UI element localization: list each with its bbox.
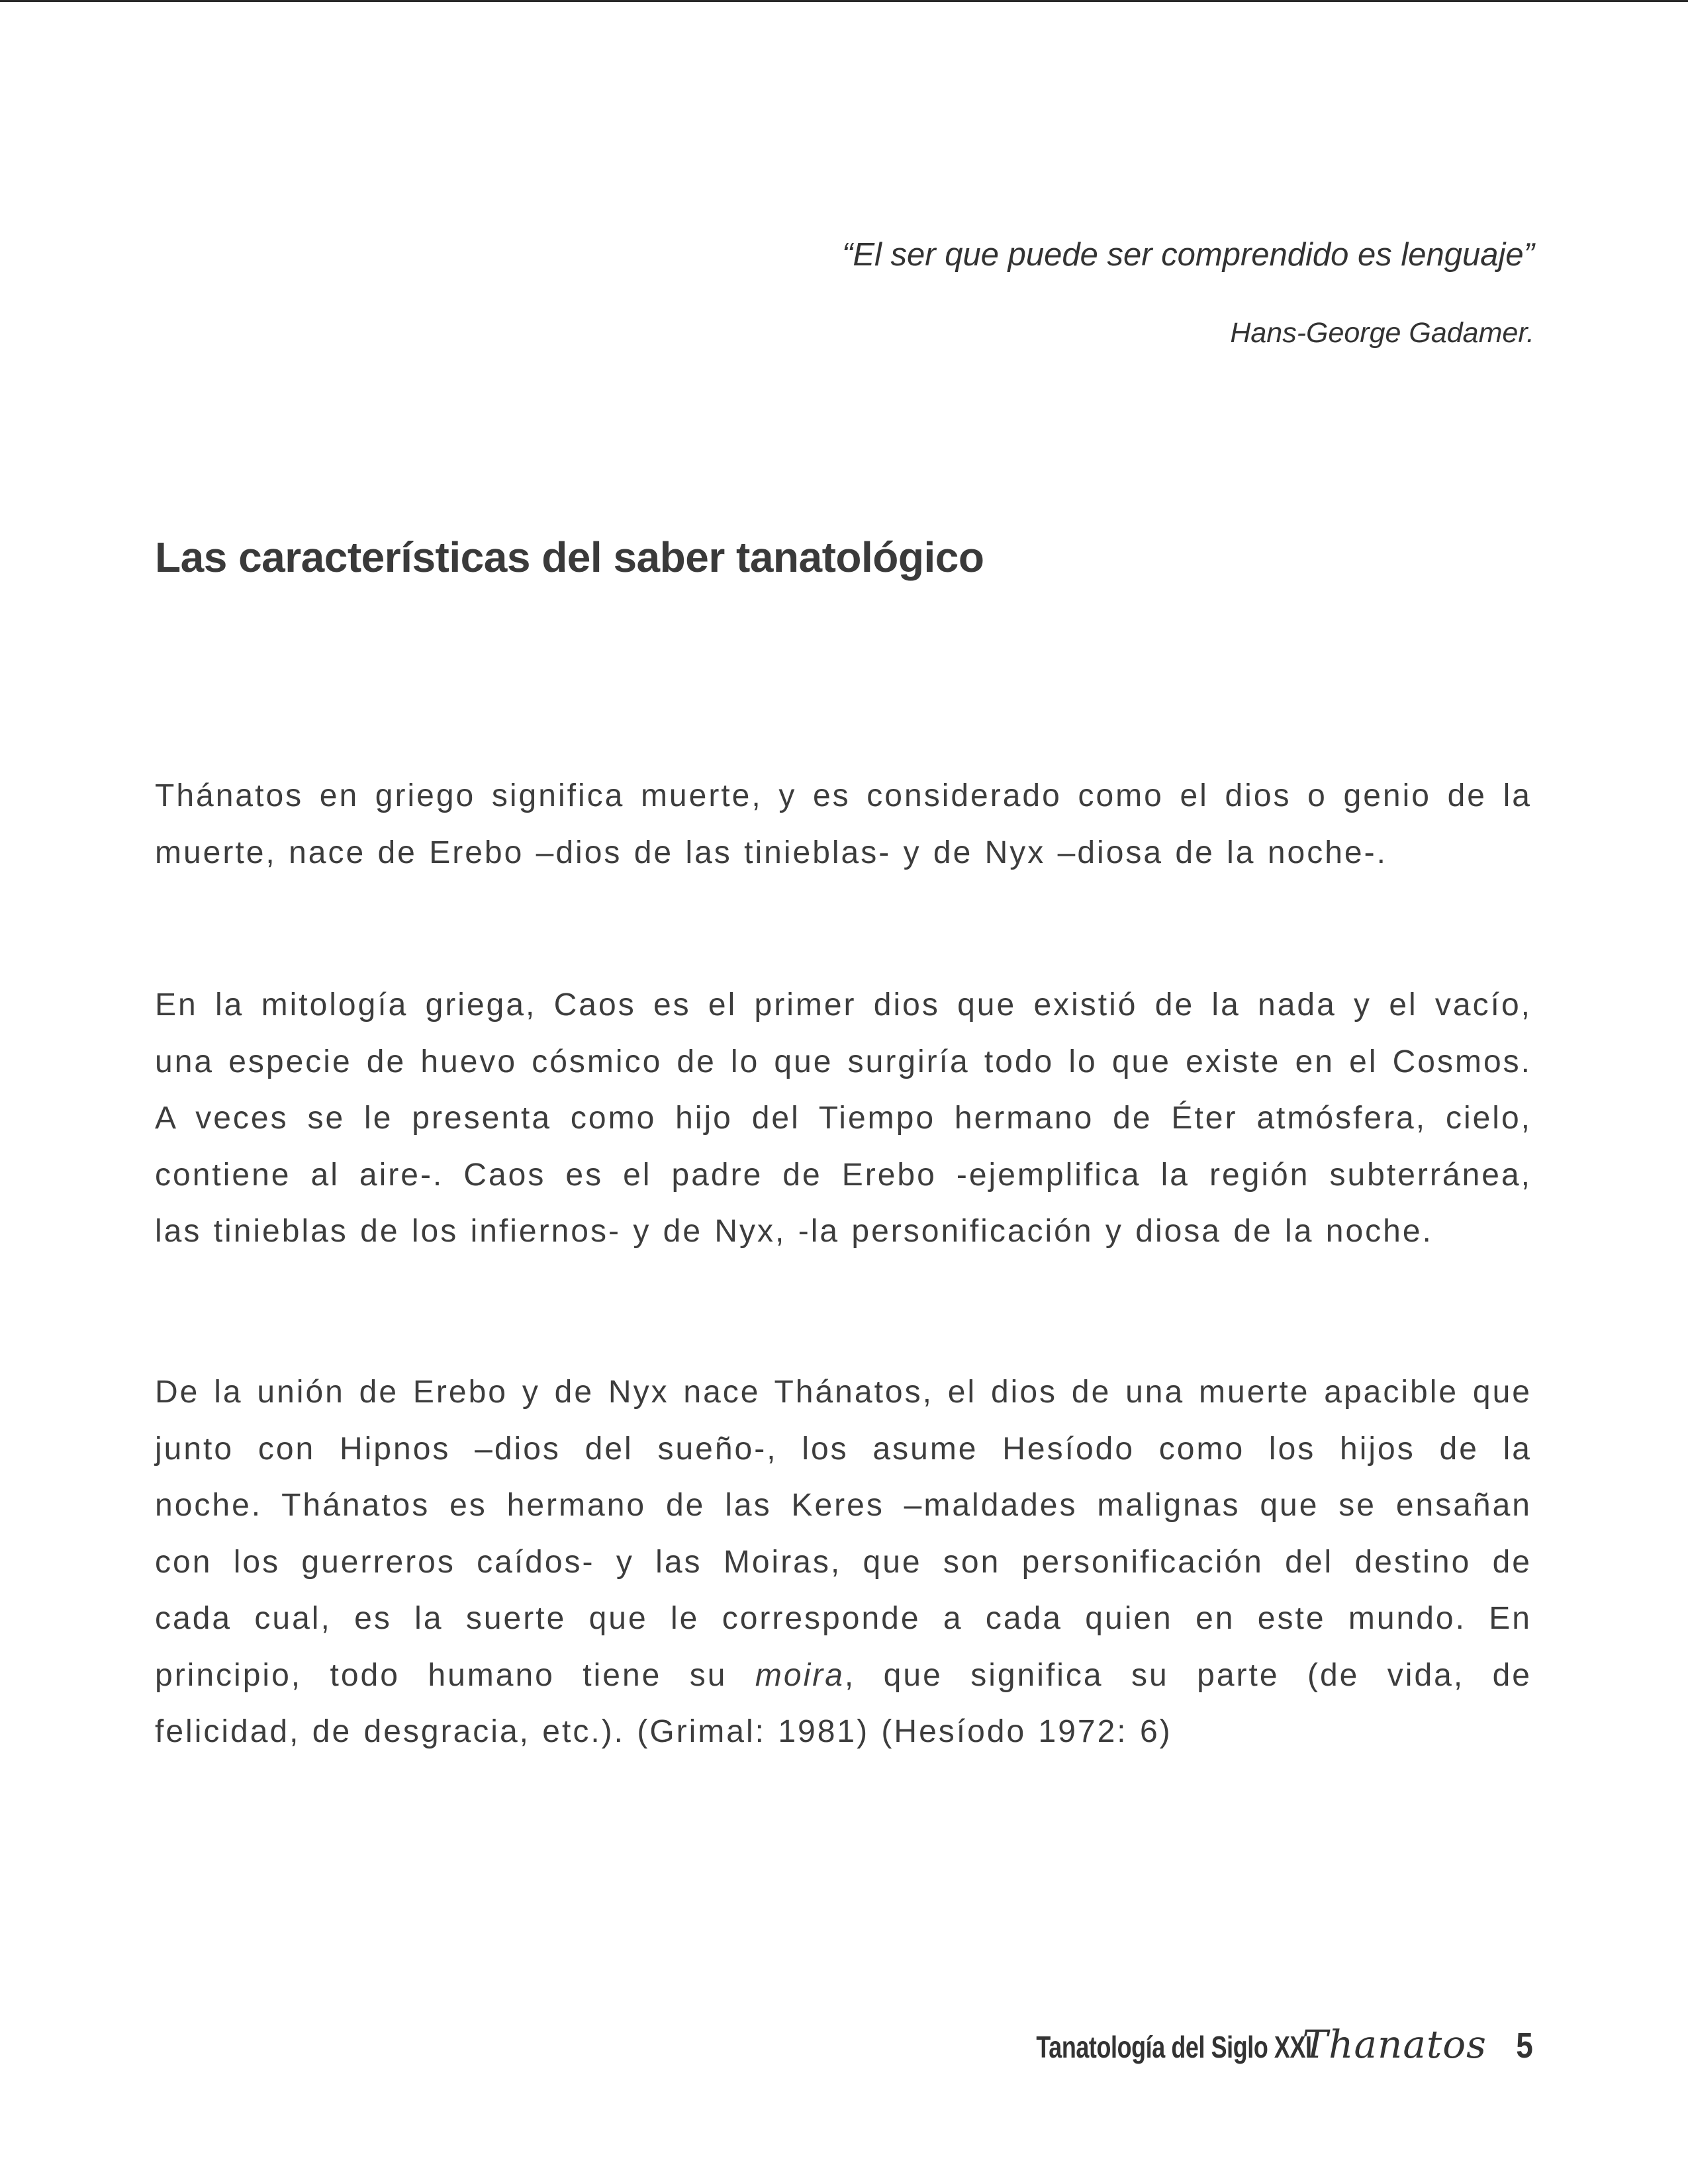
page-number: 5 bbox=[1516, 2026, 1533, 2066]
text-line: muerte, nace de Erebo –dios de las tinieblas- y de Nyx –diosa de la noche-. bbox=[155, 835, 1387, 870]
paragraph-thanatos-definition bbox=[155, 768, 1532, 881]
text-line: noche. Thánatos es hermano de las Keres –maldades malignas que se ensañan bbox=[155, 1488, 1532, 1523]
paragraph-caos bbox=[155, 977, 1532, 1260]
text-line: las tinieblas de los infiernos- y de Nyx, -la personificación y diosa de la noche. bbox=[155, 1214, 1433, 1249]
text-line: De la unión de Erebo y de Nyx nace Thánatos, el dios de una muerte apacible que bbox=[155, 1375, 1532, 1410]
text-line: junto con Hipnos –dios del sueño-, los asume Hesíodo como los hijos de la bbox=[155, 1431, 1532, 1467]
paragraph-erebo-nyx bbox=[155, 1364, 1532, 1760]
text-line: una especie de huevo cósmico de lo que surgiría todo lo que existe en el Cosmos. bbox=[155, 1044, 1532, 1079]
text-line: felicidad, de desgracia, etc.). (Grimal: 1981) (Hesíodo 1972: 6) bbox=[155, 1714, 1172, 1749]
text-line: A veces se le presenta como hijo del Tiempo hermano de Éter atmósfera, cielo, bbox=[155, 1101, 1532, 1136]
text-run: principio, todo humano tiene su bbox=[155, 1657, 755, 1693]
epigraph-author: Hans-George Gadamer. bbox=[1230, 317, 1534, 349]
text-line: con los guerreros caídos- y las Moiras, que son personificación del destino de bbox=[155, 1544, 1532, 1580]
epigraph bbox=[842, 225, 1534, 363]
top-rule bbox=[0, 0, 1688, 2]
text-line: contiene al aire-. Caos es el padre de Erebo -ejemplifica la región subterránea, bbox=[155, 1157, 1532, 1193]
text-line: En la mitología griega, Caos es el primer dios que existió de la nada y el vacío, bbox=[155, 987, 1532, 1023]
page-footer bbox=[959, 2022, 1534, 2067]
section-title: Las características del saber tanatológico bbox=[155, 533, 984, 581]
footer-series-title: Tanatología del Siglo XXI bbox=[1036, 2030, 1312, 2064]
text-line: cada cual, es la suerte que le corresponde a cada quien en este mundo. En bbox=[155, 1601, 1532, 1636]
footer-logo-thanatos: Thanatos bbox=[1302, 2022, 1487, 2067]
text-line: Thánatos en griego significa muerte, y es considerado como el dios o genio de la bbox=[155, 778, 1532, 813]
italic-term-moira: moira bbox=[755, 1657, 845, 1693]
text-line bbox=[155, 1647, 1532, 1704]
epigraph-quote: “El ser que puede ser comprendido es lenguaje” bbox=[842, 237, 1534, 273]
text-run: , que significa su parte (de vida, de bbox=[844, 1657, 1532, 1693]
